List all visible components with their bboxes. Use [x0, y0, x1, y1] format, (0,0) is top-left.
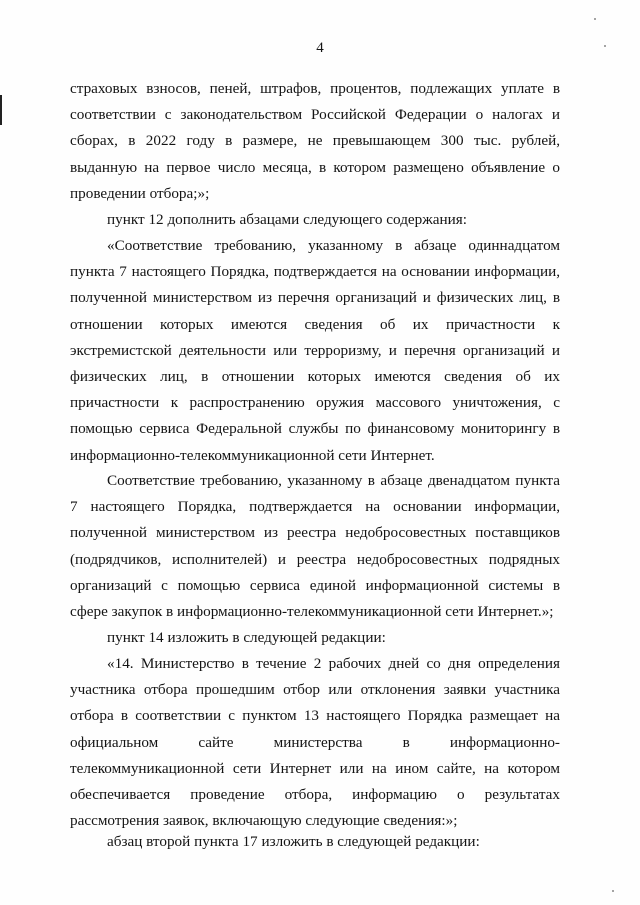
paragraph-amendment-14: пункт 14 изложить в следующей редакции:: [107, 629, 386, 646]
paragraph-continuation: страховых взносов, пеней, штрафов, процентов, подлежащих уплате в соответствии с законодательством Российской Федерации о налогах и сборах, в 2022 году в размере, не превышающем 300 тыс. рублей, выданную на первое число месяца, в котором размещено объявление о проведении отбора;»;: [70, 80, 560, 202]
paragraph-amendment-17: абзац второй пункта 17 изложить в следующей редакции:: [107, 833, 480, 850]
page-number: 4: [316, 40, 324, 56]
paragraph-requirement-11: «Соответствие требованию, указанному в абзаце одиннадцатом пункта 7 настоящего Порядка, подтверждается на основании информации, полученной министерством из перечня организаций и физических лиц, в отношении которых имеются сведения об их причастности к экстремистской деятельности или терроризму, и перечня организаций и физических лиц, в отношении которых имеются сведения об их причастности к распространению оружия массового уничтожения, с помощью сервиса Федеральной службы по финансовому мониторингу в информационно-телекоммуникационной сети Интернет.: [70, 237, 560, 464]
scan-edge-mark: [0, 95, 2, 125]
paragraph-point-14: «14. Министерство в течение 2 рабочих дней со дня определения участника отбора прошедшим отбор или отклонения заявки участника отбора в соответствии с пунктом 13 настоящего Порядка размещает на официальном сайте министерства в информационно-телекоммуникационной сети Интернет или на ином сайте, на котором обеспечивается проведение отбора, информацию о результатах рассмотрения заявок, включающую следующие сведения:»;: [70, 655, 560, 830]
paragraph-requirement-12: Соответствие требованию, указанному в абзаце двенадцатом пункта 7 настоящего Порядка, подтверждается на основании информации, полученной министерством из реестра недобросовестных поставщиков (подрядчиков, исполнителей) и реестра недобросовестных подрядных организаций с помощью сервиса единой информационной системы в сфере закупок в информационно-телекоммуникационной сети Интернет.»;: [70, 472, 560, 621]
scan-speck: [612, 890, 614, 892]
scan-speck: [594, 18, 596, 20]
paragraph-amendment-12: пункт 12 дополнить абзацами следующего содержания:: [107, 211, 467, 228]
